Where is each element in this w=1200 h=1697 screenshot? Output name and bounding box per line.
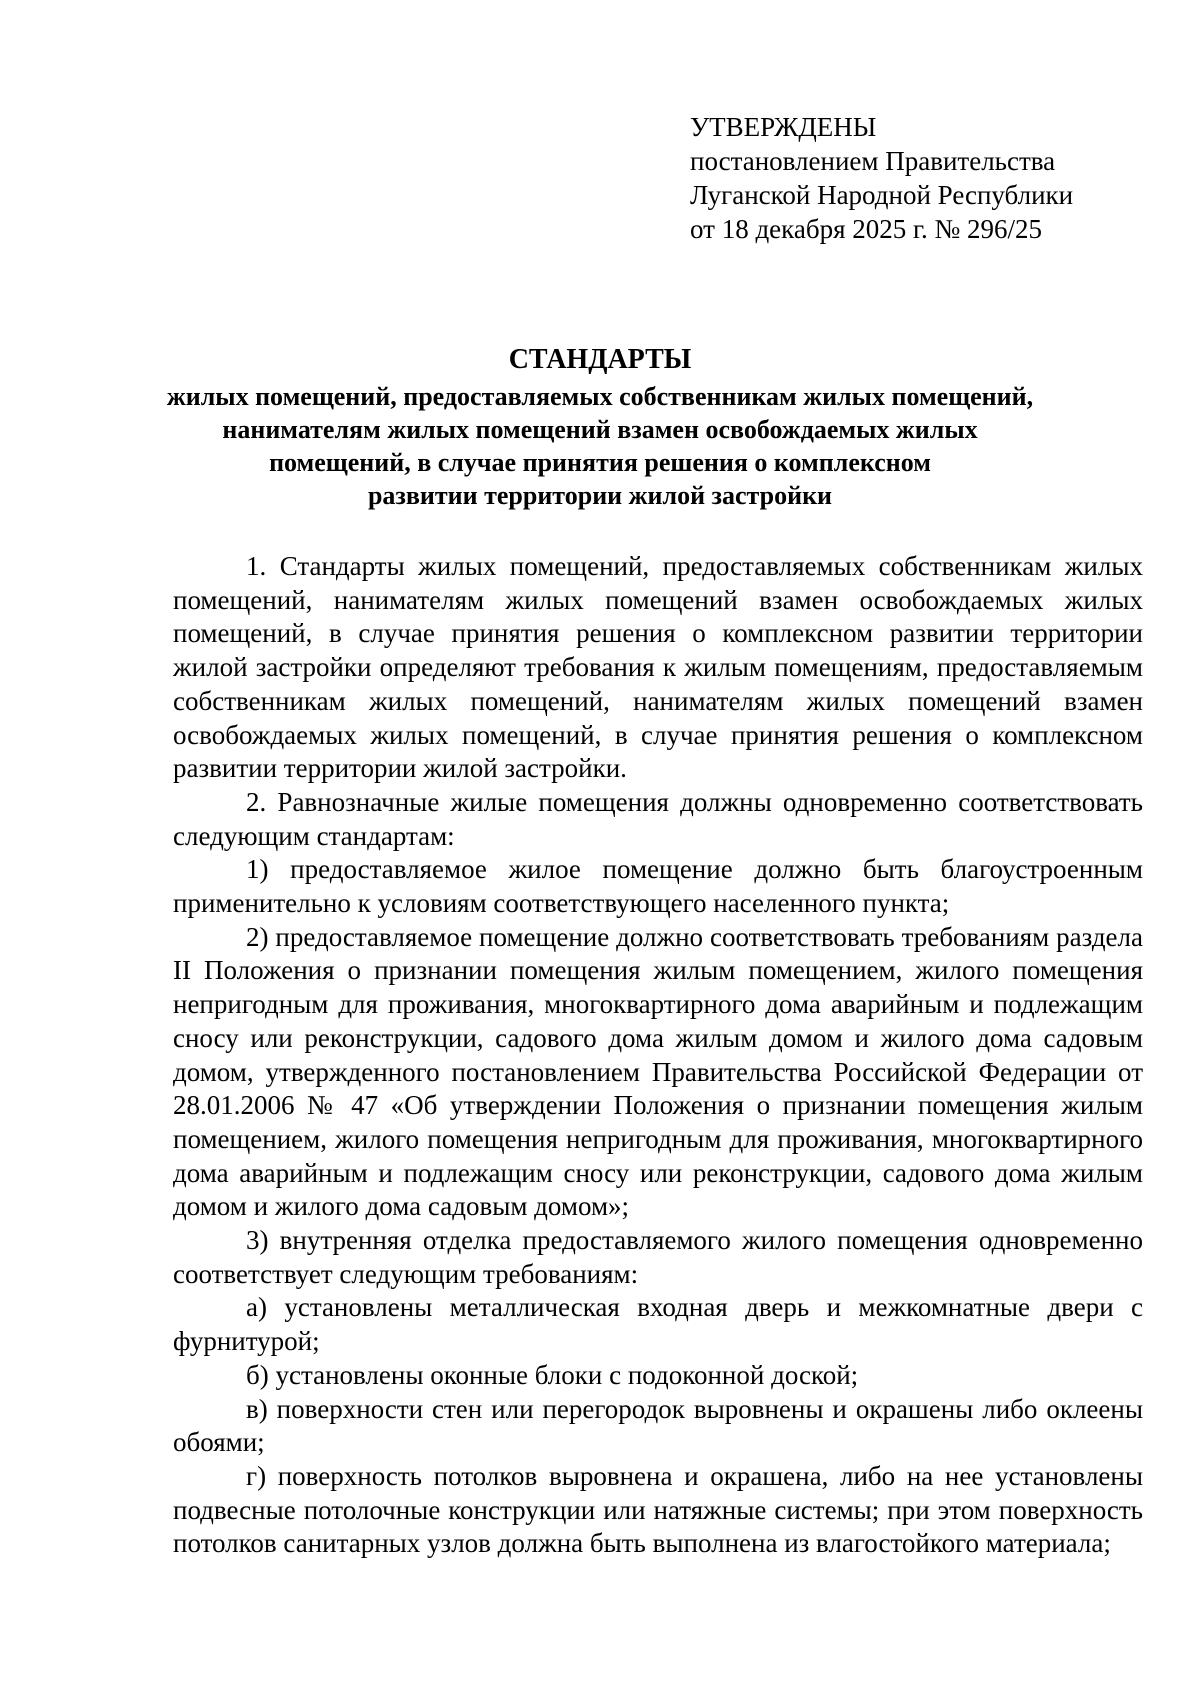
paragraph-2: 2. Равнозначные жилые помещения должны одновременно соответствовать следующим стандартам: — [173, 786, 1143, 851]
paragraph-2-item-2: 2) предоставляемое помещение должно соответствовать требованиям раздела II Положения о признании помещения жилым помещением, жилого помещения непригодным для проживания, многоквартирного дома аварийным и подлежащим сносу или реконструкции, садового дома жилым домом и жилого дома садовым домом, утвержденного постановлением Правительства Российской Федерации от 28.01.2006 № 47 «Об утверждении Положения о признании помещения жилым помещением, жилого помещения непригодным для проживания, многоквартирного дома аварийным и подлежащим сносу или реконструкции, садового дома жилым домом и жилого дома садовым домом»; — [173, 921, 1143, 1222]
subitem-v: в) поверхности стен или перегородок выровнены и окрашены либо оклеены обоями; — [173, 1393, 1143, 1458]
subitem-g: г) поверхность потолков выровнена и окрашена, либо на нее установлены подвесные потолочные конструкции или натяжные системы; при этом поверхность потолков санитарных узлов должна быть выполнена из влагостойкого материала; — [173, 1460, 1143, 1559]
title-line: жилых помещений, предоставляемых собственникам жилых помещений, — [166, 382, 1034, 411]
approval-heading: УТВЕРЖДЕНЫ — [690, 112, 877, 142]
title-line: помещений, в случае принятия решения о комплексном — [269, 448, 931, 477]
approval-block — [690, 110, 1073, 246]
document-title — [150, 342, 1050, 512]
document-body — [173, 550, 1143, 1561]
title-main: СТАНДАРТЫ — [508, 344, 692, 375]
subitem-b: б) установлены оконные блоки с подоконной доской; — [246, 1359, 859, 1390]
approval-line: постановлением Правительства — [690, 146, 1056, 176]
approval-date-line: от 18 декабря 2025 г. № 296/25 — [690, 214, 1043, 244]
approval-line: Луганской Народной Республики — [690, 180, 1074, 210]
subitem-a: а) установлены металлическая входная дверь и межкомнатные двери с фурнитурой; — [173, 1292, 1143, 1357]
paragraph-2-item-1: 1) предоставляемое жилое помещение должно быть благоустроенным применительно к условиям соответствующего населенного пункта; — [173, 854, 1143, 919]
title-line: развитии территории жилой застройки — [367, 481, 833, 510]
paragraph-2-item-3: 3) внутренняя отделка предоставляемого жилого помещения одновременно соответствует следующим требованиям: — [173, 1225, 1143, 1289]
title-line: нанимателям жилых помещений взамен освобождаемых жилых — [222, 415, 978, 444]
paragraph-1: 1. Стандарты жилых помещений, предоставляемых собственникам жилых помещений, нанимателям жилых помещений взамен освобождаемых жилых помещений, в случае принятия решения о комплексном развитии территории жилой застройки определяют требования к жилым помещениям, предоставляемым собственникам жилых помещений, нанимателям жилых помещений взамен освобождаемых жилых помещений, в случае принятия решения о комплексном развитии территории жилой застройки. — [173, 551, 1143, 784]
